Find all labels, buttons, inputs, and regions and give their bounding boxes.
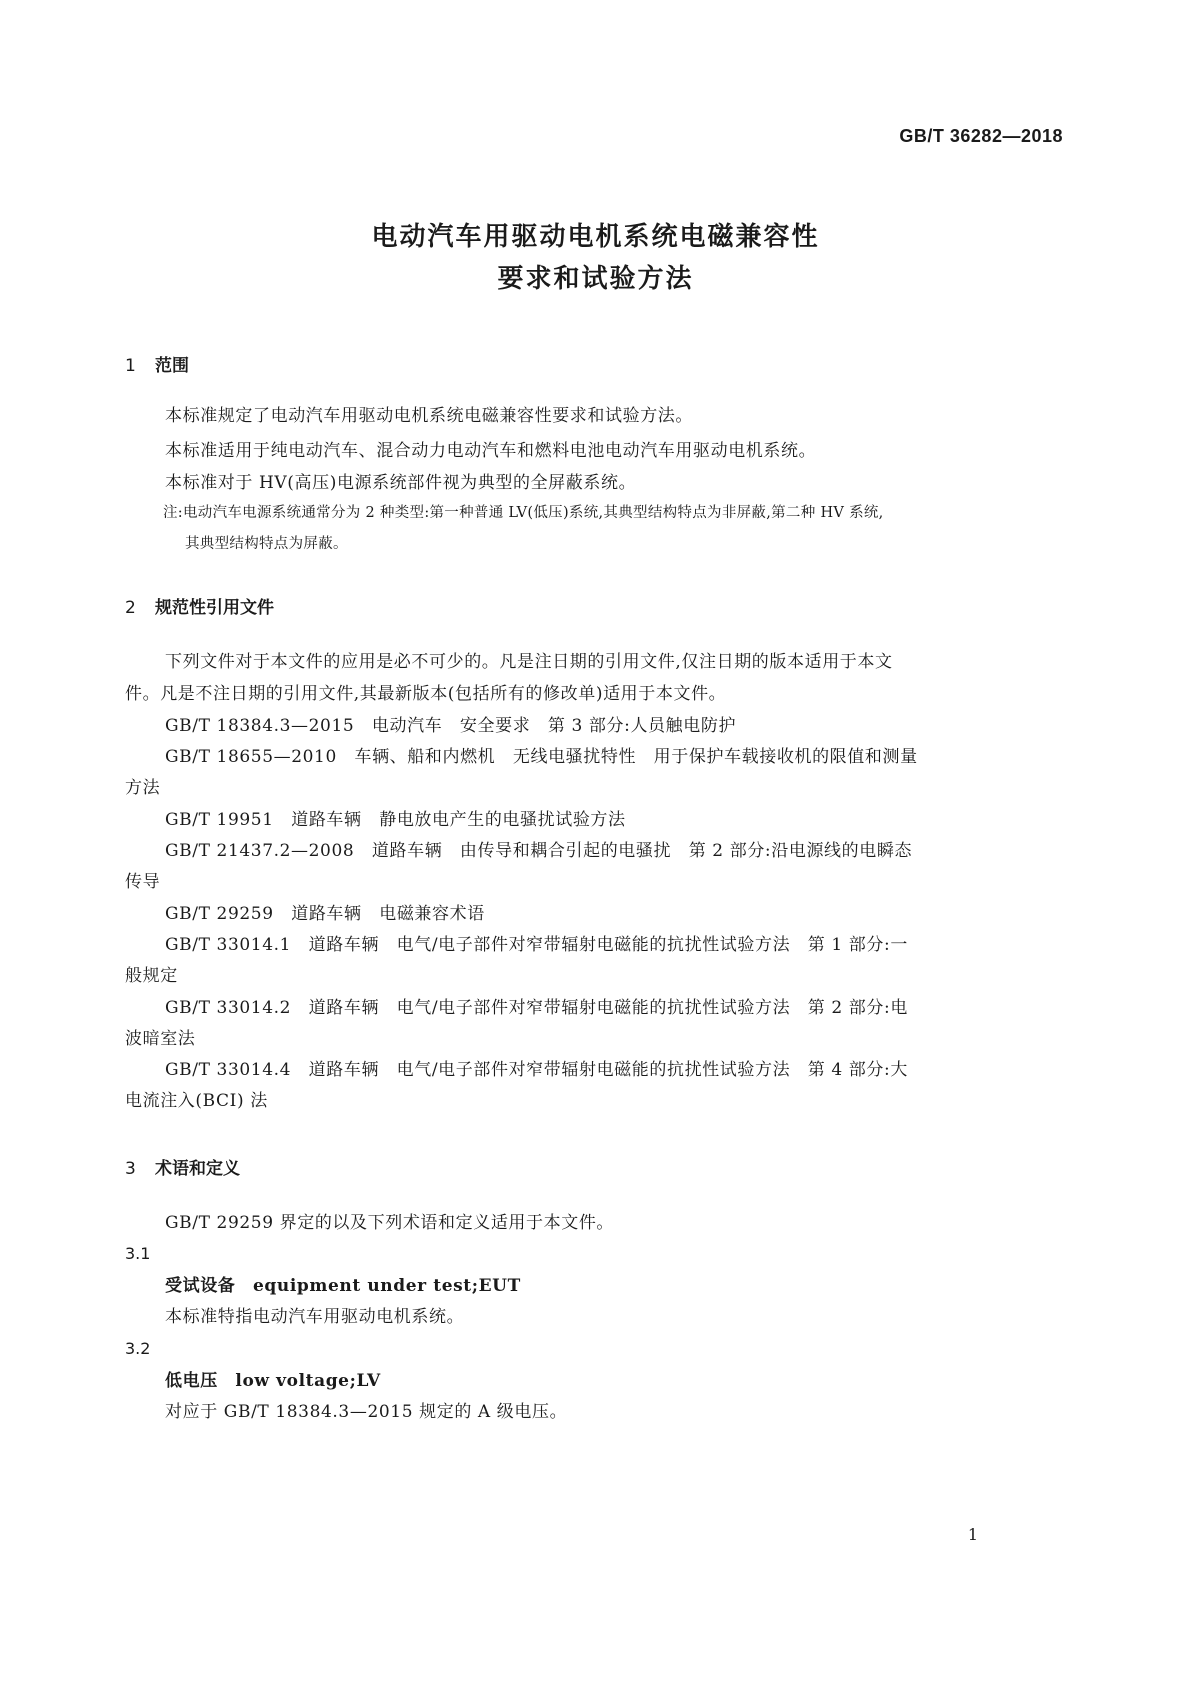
reference-item: GB/T 29259 道路车辆 电磁兼容术语 — [165, 904, 485, 924]
term-name: 受试设备 equipment under test;EUT — [165, 1276, 521, 1296]
document-title-line1: 电动汽车用驱动电机系统电磁兼容性 — [371, 222, 820, 252]
reference-item: GB/T 33014.2 道路车辆 电气/电子部件对窄带辐射电磁能的抗扰性试验方法 第 2 部分:电 — [165, 998, 908, 1018]
paragraph: 本标准对于 HV(高压)电源系统部件视为典型的全屏蔽系统。 — [165, 473, 637, 493]
section-1-heading — [125, 351, 189, 376]
section-number: 3 — [125, 1159, 136, 1179]
note-line: 注:电动汽车电源系统通常分为 2 种类型:第一种普通 LV(低压)系统,其典型结构特点为非屏蔽,第二种 HV 系统, — [163, 505, 884, 521]
section-3-heading — [125, 1154, 240, 1179]
reference-item-continued: 电流注入(BCI) 法 — [125, 1091, 268, 1111]
reference-item: GB/T 33014.4 道路车辆 电气/电子部件对窄带辐射电磁能的抗扰性试验方法 第 4 部分:大 — [165, 1060, 908, 1080]
paragraph: 本标准规定了电动汽车用驱动电机系统电磁兼容性要求和试验方法。 — [165, 406, 693, 426]
term-number: 3.2 — [125, 1339, 151, 1358]
standard-code: GB/T 36282—2018 — [899, 126, 1063, 146]
reference-item-continued: 方法 — [125, 778, 161, 798]
reference-item: GB/T 18384.3—2015 电动汽车 安全要求 第 3 部分:人员触电防护 — [165, 716, 737, 736]
reference-item: GB/T 18655—2010 车辆、船和内燃机 无线电骚扰特性 用于保护车载接收机的限值和测量 — [165, 747, 918, 767]
paragraph: 件。凡是不注日期的引用文件,其最新版本(包括所有的修改单)适用于本文件。 — [125, 684, 727, 704]
reference-item-continued: 传导 — [125, 872, 161, 892]
term-definition: 本标准特指电动汽车用驱动电机系统。 — [165, 1307, 465, 1327]
section-title: 术语和定义 — [155, 1159, 240, 1179]
section-title: 规范性引用文件 — [155, 598, 274, 618]
section-title: 范围 — [155, 356, 189, 376]
document-title-line2: 要求和试验方法 — [497, 264, 694, 294]
reference-item-continued: 般规定 — [125, 966, 178, 986]
section-number: 2 — [125, 598, 136, 618]
note-line: 其典型结构特点为屏蔽。 — [185, 536, 348, 552]
term-number: 3.1 — [125, 1244, 151, 1263]
paragraph: 下列文件对于本文件的应用是必不可少的。凡是注日期的引用文件,仅注日期的版本适用于本文 — [165, 652, 893, 672]
term-name: 低电压 low voltage;LV — [165, 1371, 381, 1391]
term-definition: 对应于 GB/T 18384.3—2015 规定的 A 级电压。 — [165, 1402, 568, 1422]
section-2-heading — [125, 593, 274, 618]
section-number: 1 — [125, 356, 136, 376]
reference-item-continued: 波暗室法 — [125, 1029, 196, 1049]
reference-item: GB/T 33014.1 道路车辆 电气/电子部件对窄带辐射电磁能的抗扰性试验方法 第 1 部分:一 — [165, 935, 908, 955]
reference-item: GB/T 19951 道路车辆 静电放电产生的电骚扰试验方法 — [165, 810, 626, 830]
reference-item: GB/T 21437.2—2008 道路车辆 由传导和耦合引起的电骚扰 第 2 部分:沿电源线的电瞬态 — [165, 841, 913, 861]
page-number: 1 — [967, 1525, 978, 1544]
paragraph: GB/T 29259 界定的以及下列术语和定义适用于本文件。 — [165, 1213, 615, 1233]
paragraph: 本标准适用于纯电动汽车、混合动力电动汽车和燃料电池电动汽车用驱动电机系统。 — [165, 441, 817, 461]
